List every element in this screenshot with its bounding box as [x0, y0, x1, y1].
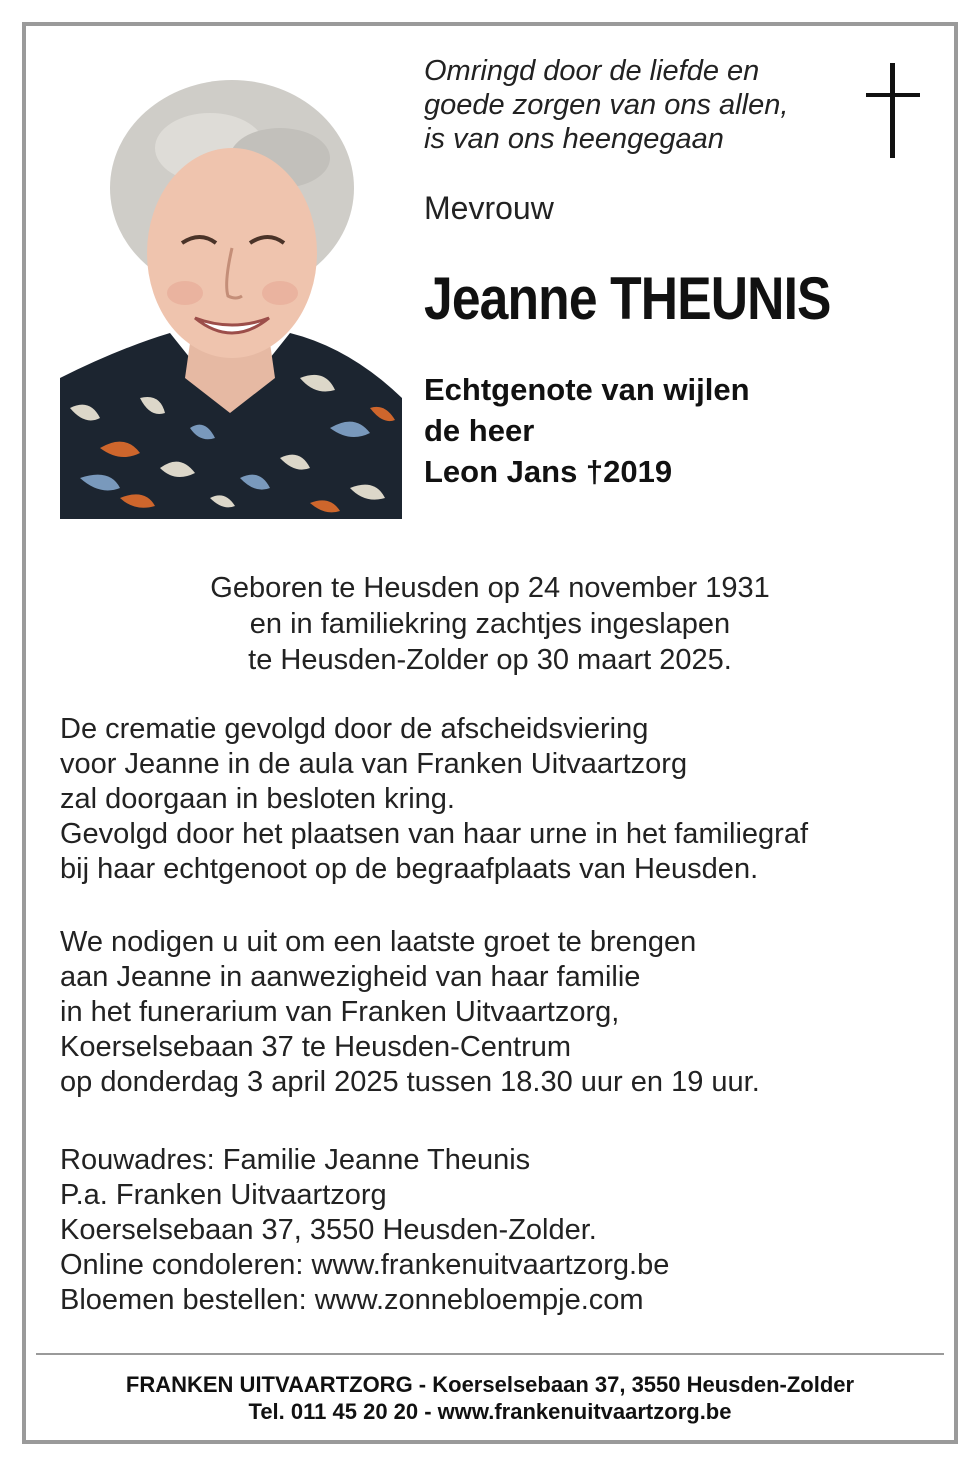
visitation-paragraph: [60, 925, 760, 1100]
visitation-line: Koerselsebaan 37 te Heusden-Centrum: [60, 1031, 572, 1063]
spouse-line: de heer: [424, 413, 535, 448]
ceremony-line: voor Jeanne in de aula van Franken Uitvaartzorg: [60, 748, 688, 780]
visitation-line: op donderdag 3 april 2025 tussen 18.30 uur en 19 uur.: [60, 1066, 760, 1098]
intro-line: goede zorgen van ons allen,: [424, 89, 789, 121]
ceremony-line: Gevolgd door het plaatsen van haar urne in het familiegraf: [60, 818, 809, 850]
salutation: Mevrouw: [424, 190, 554, 226]
contact-line: Koerselsebaan 37, 3550 Heusden-Zolder.: [60, 1214, 597, 1246]
birth-death-text: [0, 570, 980, 678]
visitation-line: in het funerarium van Franken Uitvaartzorg,: [60, 996, 620, 1028]
portrait-photo: [60, 78, 402, 519]
footer: [0, 1371, 980, 1425]
born-line: Geboren te Heusden op 24 november 1931: [210, 572, 770, 604]
intro-text: [424, 54, 844, 156]
contact-line: P.a. Franken Uitvaartzorg: [60, 1179, 387, 1211]
ceremony-line: bij haar echtgenoot op de begraafplaats van Heusden.: [60, 853, 759, 885]
spouse-block: [424, 369, 750, 492]
contact-line: Bloemen bestellen: www.zonnebloempje.com: [60, 1284, 644, 1316]
born-line: en in familiekring zachtjes ingeslapen: [249, 608, 731, 640]
intro-line: Omringd door de liefde en: [424, 55, 760, 87]
visitation-line: aan Jeanne in aanwezigheid van haar familie: [60, 961, 641, 993]
contact-line: Online condoleren: www.frankenuitvaartzorg.be: [60, 1249, 670, 1281]
ceremony-paragraph: [60, 712, 808, 887]
ceremony-line: zal doorgaan in besloten kring.: [60, 783, 455, 815]
divider: [36, 1353, 944, 1355]
footer-line: FRANKEN UITVAARTZORG - Koerselsebaan 37, 3550 Heusden-Zolder: [125, 1372, 855, 1397]
contact-paragraph: [60, 1143, 669, 1318]
contact-line: Rouwadres: Familie Jeanne Theunis: [60, 1144, 531, 1176]
born-line: te Heusden-Zolder op 30 maart 2025.: [248, 644, 732, 676]
spouse-line: Leon Jans †2019: [424, 454, 673, 489]
footer-line: Tel. 011 45 20 20 - www.frankenuitvaartzorg.be: [248, 1399, 732, 1424]
cross-icon: [866, 63, 920, 158]
spouse-line: Echtgenote van wijlen: [424, 372, 750, 407]
ceremony-line: De crematie gevolgd door de afscheidsviering: [60, 713, 649, 745]
visitation-line: We nodigen u uit om een laatste groet te brengen: [60, 926, 697, 958]
deceased-name: Jeanne THEUNIS: [424, 265, 831, 332]
intro-line: is van ons heengegaan: [424, 123, 724, 155]
